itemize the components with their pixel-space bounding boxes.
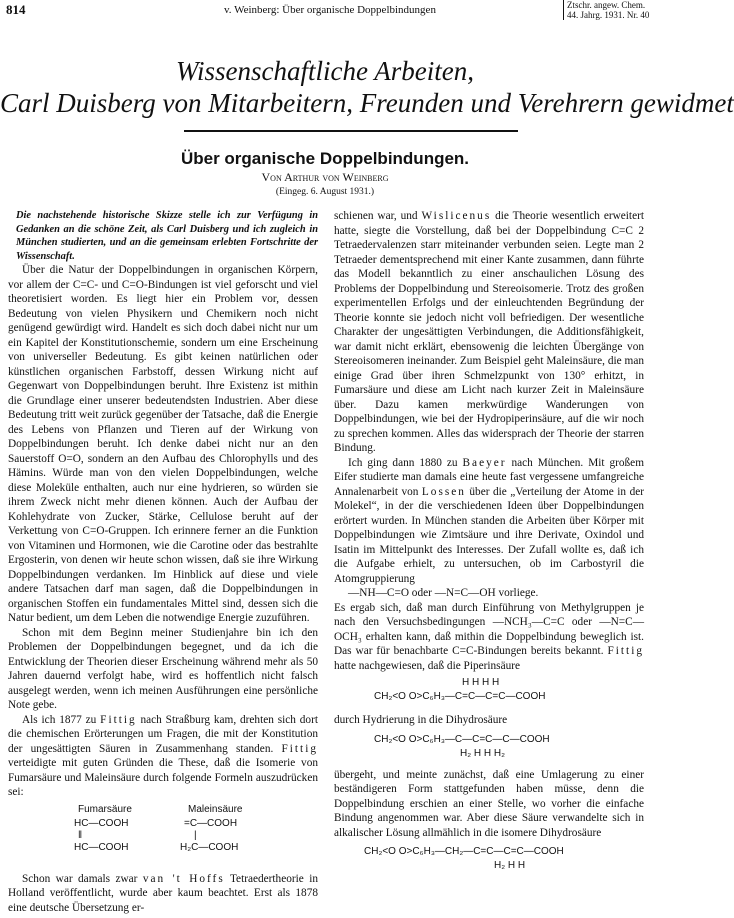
dedication-line-1: Wissenschaftliche Arbeiten, <box>176 56 474 86</box>
dihydro-acid-structure: CH₂<O O>C₆H₃—C—C=C—C—COOH H₂ H H H₂ <box>374 733 550 759</box>
abstract: Die nachstehende historische Skizze stelle ich zur Verfügung in Gedanken an die schöne Zeit, als Carl Duisberg und ich zugleich in München studierten, und an die gemeinsam erlebten Fortschritte der Wissenschaft. <box>16 210 318 262</box>
paragraph: schienen war, und Wislicenus die Theorie wesentlich erweitert hatte, siegte die Vorstellung, daß bei der Doppelbindung C=C 2 Tetraedervalenzen starr miteinander verbunden seien. Legte man 2 Tetraeder dementsprechend mit einer Kante zusammen, dann führte das Modell bekanntlich zu einer anschaulichen Lösung des Problems der Doppelbindung und Stereoisomerie. Trotz des großen experimentellen Erfolgs und der einleuchtenden Begründung der Theorie konnte sie jedoch nicht voll befriedigen. Der wesentliche Charakter der ungesättigten Verbindungen, die Additionsfähigkeit, war damit nicht erklärt, ebensowenig die leichten Übergänge von Stereoisomeren ineinander. Zum Beispiel geht Maleinsäure, die man einige Grad über ihren Schmelzpunkt von 130° erhitzt, in Fumarsäure und diese am Licht nach kurzer Zeit in Maleinsäure über. Dazu kamen merkwürdige Wanderungen von Doppelbindungen, wie bei der Hydropiperinsäure, auf die wir noch zu sprechen kommen. Alles das widersprach der Theorie der starren Bindung. <box>334 210 644 454</box>
running-title: v. Weinberg: Über organische Doppelbindungen <box>224 4 436 16</box>
received-date: (Eingeg. 6. August 1931.) <box>275 187 375 197</box>
article-author: Von Arthur von Weinberg <box>261 170 389 184</box>
page-header <box>0 0 650 24</box>
page-number: 814 <box>6 2 26 17</box>
name-fittig: Fittig <box>100 713 137 726</box>
name-wislicenus: Wislicenus <box>421 210 492 222</box>
name-baeyer: Baeyer <box>462 456 507 469</box>
paragraph: Schon war damals zwar van 't Hoffs Tetraedertheorie in Holland veröffentlicht, wurde aber kaum beachtet. Erst als 1878 eine deutsche Übersetzung er- <box>8 872 319 914</box>
right-column <box>334 209 644 878</box>
malein-label: Maleinsäure <box>188 803 243 815</box>
paragraph: Über die Natur der Doppelbindungen in organischen Körpern, vor allem der C=C- und C=O-Bindungen ist viel geforscht und viel theoretisiert worden. Es liegt hier ein Problem vor, dessen Bedeutung von vielen Physikern und Chemikern noch nicht genügend gewürdigt wird. Handelt es sich doch dabei nicht nur um ein Kapitel der Konstitutionschemie, sondern um eine Erscheinung von universeller Bedeutung. Es gibt keinen natürlichen oder künstlichen organischen Farbstoff, dessen Wirkung nicht auf Gegenwart von Doppelbindungen beruht. Ihre Existenz ist mithin die Grundlage einer unserer bedeutendsten Industrien. Aber diese Bedeutung tritt weit zurück gegenüber der Tatsache, daß die Energie des Lebens von Pflanzen und Tieren auf der Wirkung von Doppelbindungen beruht. Ich denke dabei nicht nur an den Sauerstoff O=O, sondern an den Aufbau des Chlorophylls und des Hämins. Würde man von den vielen Doppelbindungen, welche diese Moleküle enthalten, auch nur eine hydrieren, so würden sie ihrem Zweck nicht mehr dienen können. Auch der Aufbau der Kohlehydrate von Zucker, Stärke, Cellulose beruht auf der Verkettung von C=O-Gruppen. Ich erinnere ferner an die Funktion von Vitaminen und Hormonen, wie die Carotine oder das bestrahlte Ergosterin, von denen wir heute schon wissen, daß sie ihre Wirkung Doppelbindungen verdanken. Im Hinblick auf diese und viele andere Tatsachen darf man sagen, daß die Doppelbindungen in organischen Stoffen ein fundamentales Mittel sind, dessen sich die Natur bedient, um dem Leben die notwendige Energie zuzuführen. <box>8 264 318 624</box>
paragraph: Als ich 1877 zu Fittig nach Straßburg kam, drehten sich dort die chemischen Erörterungen um Fragen, die mit der Konstitution der ungesättigten Säuren in Zusammenhang standen. Fittig verteidigte mit guten Gründen die These, daß die Isomerie von Fumarsäure und Maleinsäure durch folgende Formeln auszudrücken sei: <box>8 713 318 798</box>
paragraph: Es ergab sich, daß man durch Einführung von Methylgruppen je nach den Versuchsbedingungen —NCH₃—C=C oder —N=C—OCH₃ erhalten kann, daß mithin die Doppelbindung beweglich ist. Das war für benachbarte C=C-Bindungen bereits bekannt. Fittig hatte nachgewiesen, daß die Piperinsäure <box>334 601 644 672</box>
left-column <box>8 209 318 915</box>
journal-reference: Ztschr. angew. Chem. 44. Jahrg. 1931. Nr. 40 <box>563 0 649 20</box>
carbostyril-formula: —NH—C=O oder —N=C—OH vorliege. <box>348 587 539 599</box>
paragraph: übergeht, und meinte zunächst, daß eine Umlagerung zu einer beständigeren Form stattgefunden haben müsse, denn die Doppelbindung erschien an einer Stelle, wo vorher die einfache Bindung angenommen war. Aber diese Säure verwandelte sich in alkalischer Lösung allmählich in die isomere Dihydrosäure <box>334 768 644 839</box>
fumar-label: Fumarsäure <box>78 803 132 815</box>
isomer-dihydro-structure: CH₂<O O>C₆H₃—CH₂—C=C—C=C—COOH H₂ H H <box>364 846 564 871</box>
paragraph: durch Hydrierung in die Dihydrosäure <box>334 714 508 726</box>
dedication-line-2: Carl Duisberg von Mitarbeitern, Freunden und Verehrern gewidmet <box>0 88 734 118</box>
paragraph: Schon mit dem Beginn meiner Studienjahre bin ich den Problemen der Doppelbindungen begegnet, und da ich die Entwicklung der Theorien dieser Erscheinung während mehr als 50 Jahren dauernd verfolgt habe, wird es hoffentlich nicht falsch ausgelegt werden, wenn ich meinen Ausführungen eine persönliche Note gebe. <box>8 626 318 711</box>
paragraph: Ich ging dann 1880 zu Baeyer nach München. Mit großem Eifer studierte man damals eine heute fast vergessene umfangreiche Annalenarbeit von Lossen über die „Verteilung der Atome in der Molekel“, in der die verschiedenen Ideen über Doppelbindungen erörtert wurden. In München standen die Arbeiten über Körper mit Doppelbindungen wie Zimtsäure und ihre Derivate, Oxindol und Isatin im Mittelpunkt des Interesses. Der Zufall wollte es, daß ich die Aufgabe erhielt, zu untersuchen, ob im Carbostyril die Atomgruppierung <box>334 456 644 585</box>
article-title: Über organische Doppelbindungen. <box>180 149 470 168</box>
title-rule <box>184 130 518 132</box>
name-vanthoff: van 't Hoffs <box>142 872 225 885</box>
piperic-acid-structure: H H H H CH₂<O O>C₆H₃—C=C—C=C—COOH <box>374 677 546 702</box>
isomer-formulas: Fumarsäure Maleinsäure HC—COOH ‖ HC—COOH =C—COOH | H₂C—COOH <box>74 803 243 853</box>
name-lossen: Lossen <box>421 485 466 498</box>
